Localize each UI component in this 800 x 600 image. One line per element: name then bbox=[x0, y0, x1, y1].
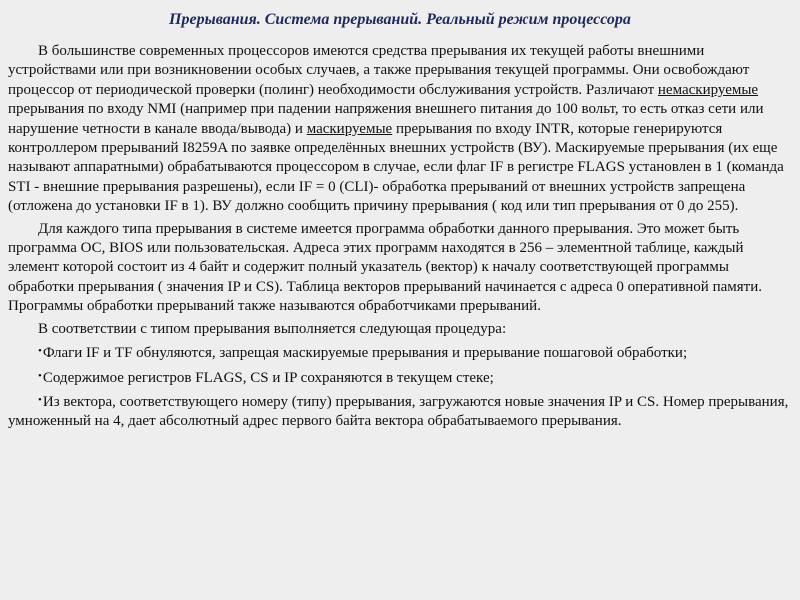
bullet-marker: • bbox=[38, 393, 42, 406]
paragraph-text: В большинстве современных процессоров имеются средства прерывания их текущей работы внешними устройствами или при возникновении особых случаев, а также прерывания текущей программы. Они освобождают процессор от периодической проверки (полинг) необходимости обслуживания устройств. Различают bbox=[8, 43, 750, 98]
bullet-marker: • bbox=[38, 345, 42, 358]
bullet-marker: • bbox=[38, 369, 42, 382]
list-item-text: Содержимое регистров FLAGS, CS и IP сохраняются в текущем стеке; bbox=[42, 369, 494, 386]
list-item-text: Флаги IF и TF обнуляются, запрещая маскируемые прерывания и прерывание пошаговой обработки; bbox=[42, 345, 688, 362]
slide-body bbox=[8, 42, 790, 435]
paragraph-procedure-intro: В соответствии с типом прерывания выполняется следующая процедура: bbox=[38, 320, 507, 337]
paragraph-text: прерывания по входу NMI (например при падении напряжения внешнего питания до 100 вольт, то есть отказ сети или нарушение четности в канале ввода/вывода) и bbox=[8, 101, 764, 137]
term-nonmaskable: немаскируемые bbox=[657, 81, 759, 98]
paragraph-interrupt-types bbox=[8, 42, 790, 217]
list-item-text: Из вектора, соответствующего номеру (типу) прерывания, загружаются новые значения IP и CS. Номер прерывания, умноженный на 4, дает абсолютный адрес первого байта вектора обрабатываемого прерывания. bbox=[8, 393, 789, 430]
list-item bbox=[8, 391, 790, 432]
paragraph-vector-table: Для каждого типа прерывания в системе имеется программа обработки данного прерывания. Это может быть программа ОС, BIOS или пользовательская. Адреса этих программ находятся в 256 – элементной таблице, каждый элемент которой состоит из 4 байт и содержит полный указатель (вектор) к началу соответствующей программы обработки прерывания ( значения IP и CS). Таблица векторов прерываний начинается с адреса 0 оперативной памяти. Программы обработки прерываний также называются обработчиками прерываний. bbox=[8, 220, 762, 315]
slide-title: Прерывания. Система прерываний. Реальный режим процессора bbox=[169, 11, 631, 28]
list-item bbox=[8, 342, 790, 363]
list-item bbox=[8, 367, 790, 388]
term-maskable: маскируемые bbox=[306, 120, 393, 137]
paragraph-text: прерывания по входу INTR, которые генерируются контроллером прерываний I8259A по заявке определённых внешних устройств (ВУ). Маскируемые прерывания (их еще называют аппаратными) обрабатываются процессором в случае, если флаг IF в регистре FLAGS установлен в 1 (команда STI - внешние прерывания разрешены), если IF = 0 (CLI)- обработка прерываний от внешних устройств запрещена (отложена до установки IF в 1). ВУ должно сообщить причину прерывания ( код или тип прерывания от 0 до 255). bbox=[8, 120, 784, 215]
